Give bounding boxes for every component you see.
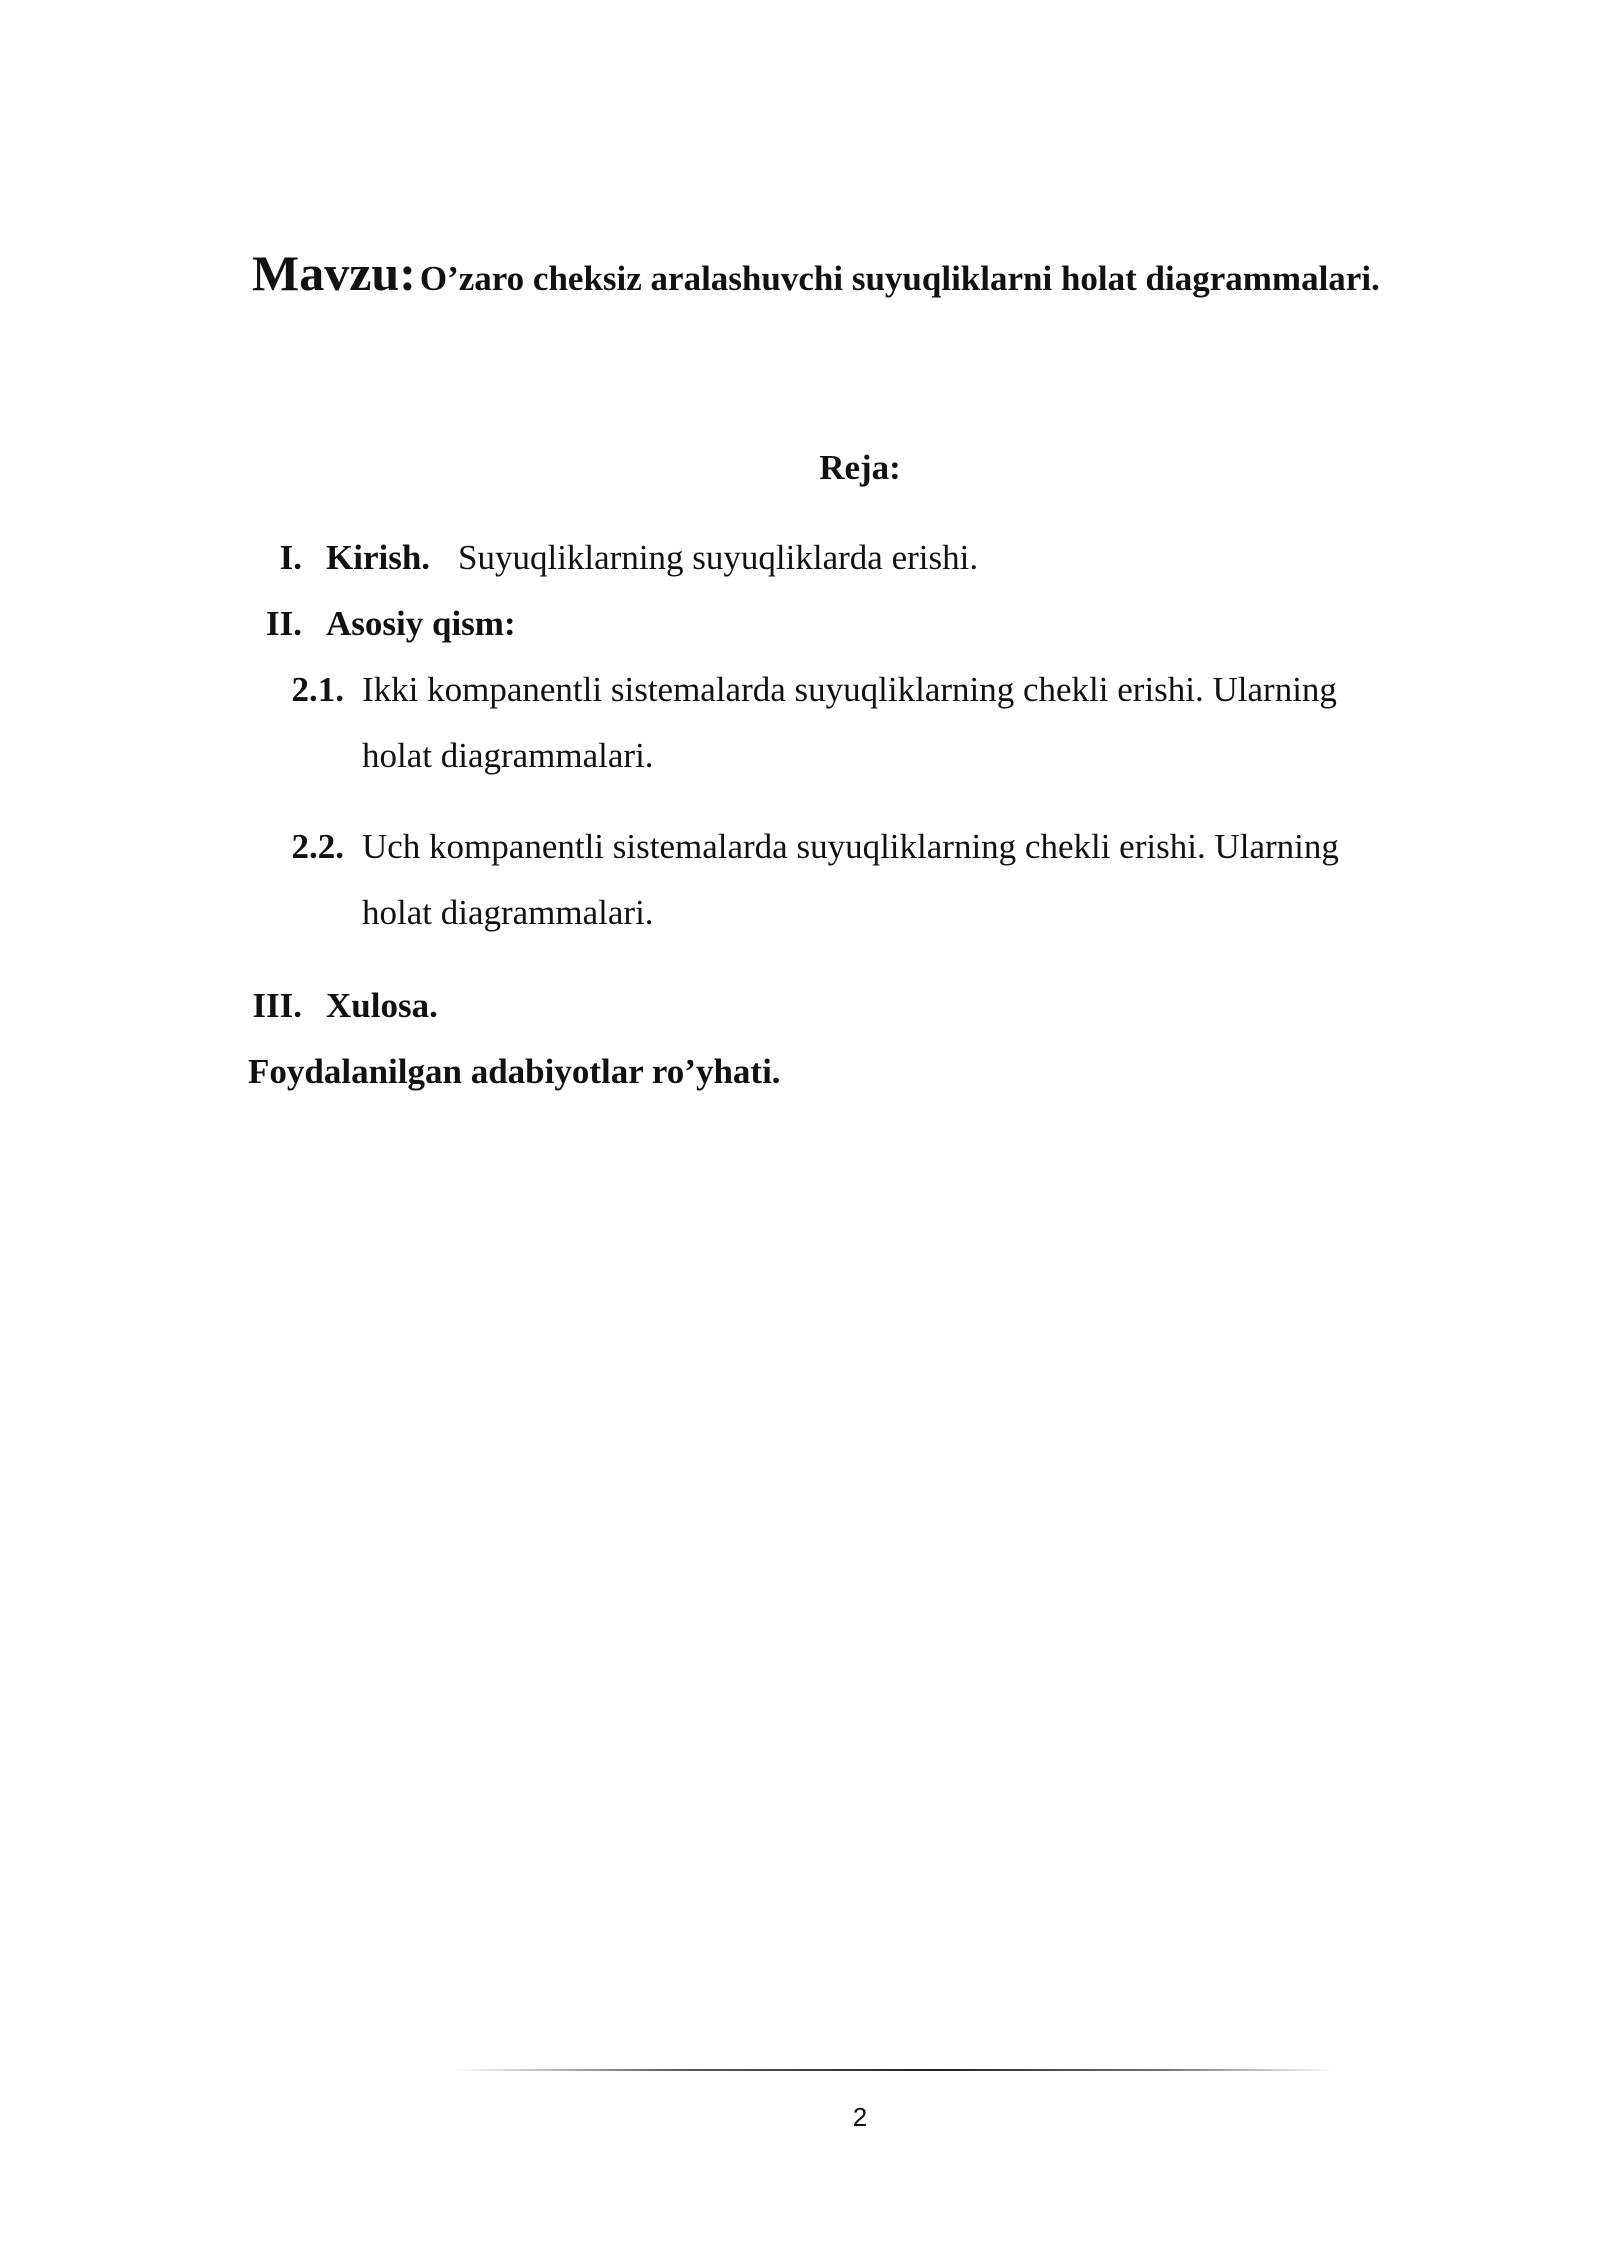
- item-text-line-2: holat diagrammalari.: [362, 736, 654, 775]
- references-heading: Foydalanilgan adabiyotlar ro’yhati.: [248, 1052, 781, 1091]
- item-label: Asosiy qism:: [326, 604, 516, 643]
- item-label: Xulosa.: [326, 986, 438, 1025]
- page-number: 2: [852, 2102, 868, 2132]
- title-label: Mavzu:: [252, 245, 416, 301]
- item-number: I.: [279, 538, 302, 577]
- item-number: III.: [252, 986, 302, 1025]
- item-text-line-2: holat diagrammalari.: [362, 893, 654, 932]
- item-text: Suyuqliklarning suyuqliklarda erishi.: [458, 538, 979, 577]
- title-text: O’zaro cheksiz aralashuvchi suyuqliklarni holat diagrammalari.: [419, 259, 1380, 298]
- item-number: II.: [266, 604, 302, 643]
- document-title: [252, 244, 1380, 302]
- item-number: 2.1.: [291, 670, 344, 709]
- item-text-line-1: Ikki kompanentli sistemalarda suyuqliklarning chekli erishi. Ularning: [362, 670, 1337, 709]
- item-number: 2.2.: [291, 827, 344, 866]
- footer-divider: [455, 2068, 1335, 2072]
- plan-heading: Reja:: [819, 448, 901, 487]
- item-label: Kirish.: [326, 538, 431, 577]
- item-text-line-1: Uch kompanentli sistemalarda suyuqliklarning chekli erishi. Ularning: [362, 827, 1339, 866]
